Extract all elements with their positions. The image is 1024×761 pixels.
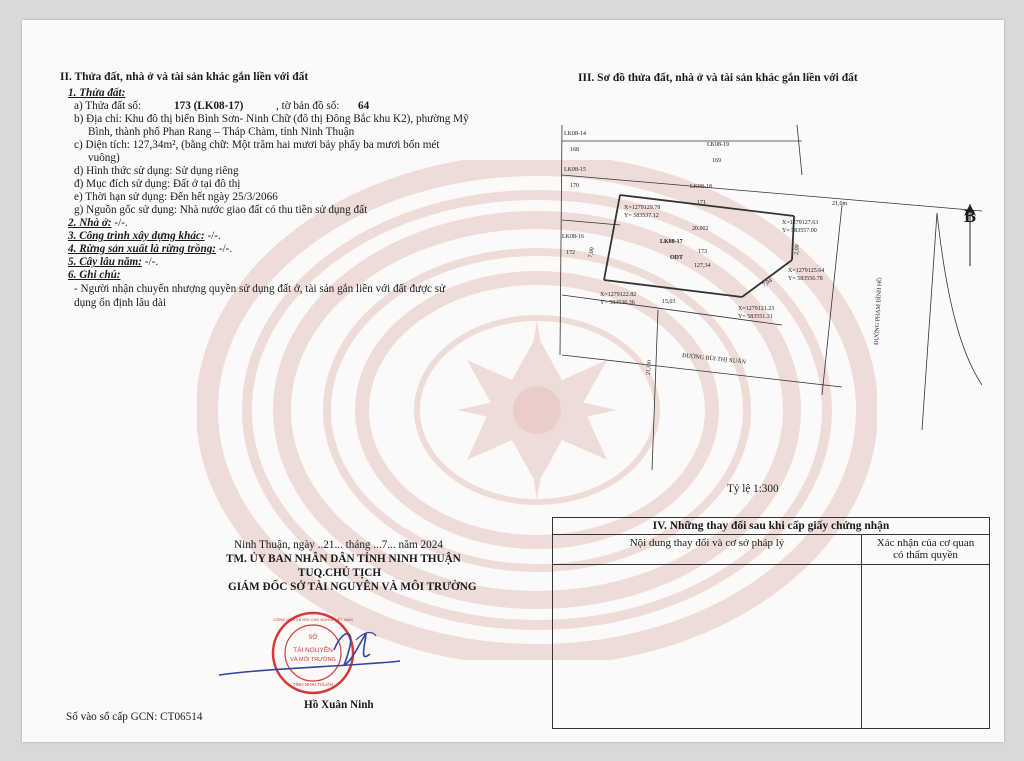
- usage-purpose: đ) Mục đích sử dụng: Đất ở tại đô thị: [74, 178, 241, 190]
- changes-col-content: Nội dung thay đổi và cơ sở pháp lý: [553, 535, 862, 565]
- lot-16-label: LK08-16: [562, 234, 584, 240]
- dim-left: 7,00: [588, 246, 596, 259]
- dim-bottom: 15,03: [662, 299, 676, 305]
- coord-p5-x: X=1279122.82: [600, 292, 637, 298]
- house-row: [68, 217, 128, 230]
- section-ii-title: II. Thửa đất, nhà ở và tài sản khác gắn liền với đất: [60, 71, 309, 83]
- construction-value: -/-.: [207, 230, 221, 242]
- signing-org: TM. ỦY BAN NHÂN DÂN TỈNH NINH THUẬN: [226, 553, 461, 565]
- usage-term: e) Thời hạn sử dụng: Đến hết ngày 25/3/2066: [74, 191, 278, 203]
- coord-p2-y: Y= 583557.00: [782, 228, 817, 234]
- road-bui-thi-xuan: ĐƯỜNG BÙI THỊ XUÂN: [681, 353, 747, 366]
- perennial-value: -/-.: [144, 256, 159, 268]
- main-lot-label: LK08-17: [660, 239, 683, 245]
- register-value: CT06514: [160, 711, 203, 723]
- dim-top: 20.002: [692, 226, 709, 232]
- note-line-2: dụng ổn định lâu dài: [74, 297, 166, 309]
- usage-form: d) Hình thức sử dụng: Sử dụng riêng: [74, 165, 239, 177]
- register-label: Số vào sổ cấp GCN:: [66, 711, 158, 723]
- stamp-top-text: SỞ: [308, 635, 318, 641]
- coord-p3-x: X=1279125.64: [788, 268, 825, 274]
- house-value: -/-.: [114, 217, 128, 229]
- changes-confirm-cell: [862, 565, 990, 729]
- lot-19-number: 169: [712, 158, 721, 164]
- section-iii-title: III. Sơ đồ thửa đất, nhà ở và tài sản khác gắn liền với đất: [578, 72, 858, 84]
- dim-diag: 7,04: [761, 277, 774, 289]
- coord-p3-y: Y= 583556.78: [788, 276, 823, 282]
- lot-16-number: 172: [566, 250, 575, 256]
- lot-15-label: LK08-15: [564, 167, 586, 173]
- lot-15-number: 170: [570, 183, 579, 189]
- certificate-page: [22, 20, 1004, 742]
- address-line-2: Bình, thành phố Phan Rang – Tháp Chàm, tỉnh Ninh Thuận: [88, 126, 355, 138]
- main-lot-number: 173: [698, 249, 707, 255]
- construction-heading: 3. Công trình xây dựng khác:: [68, 230, 205, 242]
- coord-p5-y: Y= 583536.36: [600, 300, 635, 306]
- stamp-bottom-text: TỈNH NINH THUẬN: [292, 682, 334, 687]
- address-line-1: b) Địa chỉ: Khu đô thị biển Bình Sơn- Ninh Chữ (đô thị Đông Bắc khu K2), phường Mỹ: [74, 113, 469, 125]
- lot-14-number: 168: [570, 147, 579, 153]
- handwritten-signature: [214, 620, 404, 700]
- signing-tuq: TUQ.CHỦ TỊCH: [298, 567, 382, 579]
- parcel-edge-diag: [742, 260, 792, 297]
- changes-col-confirm: [862, 535, 990, 565]
- lot-14-label: LK08-14: [564, 131, 586, 137]
- lot-divider-16: [562, 220, 620, 225]
- parcel-number-value: 173 (LK08-17): [174, 100, 244, 112]
- house-heading: 2. Nhà ở:: [68, 217, 112, 229]
- dim-right: 2,00: [794, 244, 801, 256]
- signing-date: Ninh Thuận, ngày ..21... tháng ...7... năm 2024: [234, 539, 443, 551]
- changes-content-cell: [553, 565, 862, 729]
- area-line-1: c) Diện tích: 127,34m², (bằng chữ: Một trăm hai mươi bảy phẩy ba mươi bốn mét: [74, 139, 440, 151]
- road-dimension-line: [652, 310, 658, 470]
- coord-p4-y: Y= 583551.31: [738, 314, 773, 320]
- signer-name: Hồ Xuân Ninh: [304, 699, 374, 711]
- stamp-mid-text-1: TÀI NGUYÊN: [293, 647, 333, 654]
- changes-col-confirm-line2: có thẩm quyền: [893, 549, 958, 561]
- lot-boundary-west: [560, 125, 562, 355]
- usage-origin: g) Nguồn gốc sử dụng: Nhà nước giao đất có thu tiền sử dụng đất: [74, 204, 368, 216]
- area-line-2: vuông): [88, 152, 120, 164]
- changes-title: IV. Những thay đổi sau khi cấp giấy chứng nhận: [553, 518, 990, 535]
- forest-row: [68, 243, 232, 256]
- register-row: [66, 711, 202, 724]
- parcel-heading: 1. Thửa đất:: [68, 87, 126, 99]
- road-edge-east-2: [922, 213, 937, 430]
- main-lot-use: ODT: [670, 255, 684, 261]
- map-sheet-value: 64: [358, 100, 370, 112]
- coord-p1-y: Y= 583537.12: [624, 213, 659, 219]
- coord-p2-x: X=1279127.63: [782, 220, 819, 226]
- map-scale: Tỷ lệ 1:300: [727, 483, 779, 495]
- construction-row: [68, 230, 221, 243]
- parcel-number-label: a) Thửa đất số:: [74, 100, 142, 112]
- road-width-left: 21,0m: [646, 359, 653, 376]
- lot-18-number: 171: [697, 200, 706, 206]
- perennial-heading: 5. Cây lâu năm:: [68, 256, 142, 268]
- lot-19-label: LK08-19: [707, 142, 729, 148]
- notes-heading: 6. Ghi chú:: [68, 269, 121, 281]
- parcel-edge-left: [604, 195, 620, 280]
- signing-title: GIÁM ĐỐC SỞ TÀI NGUYÊN VÀ MÔI TRƯỜNG: [228, 581, 477, 593]
- lot-boundary-upper-right: [797, 125, 802, 175]
- coord-p1-x: X=1279129.78: [624, 205, 661, 211]
- forest-value: -/-.: [218, 243, 233, 255]
- road-edge-east-1: [822, 205, 842, 395]
- stamp-ring-text: CỘNG HÒA XÃ HỘI CHỦ NGHĨA VIỆT NAM: [273, 617, 353, 622]
- perennial-row: [68, 256, 158, 269]
- road-width-top: 21,0m: [832, 201, 848, 207]
- map-sheet-label: , tờ bản đồ số:: [276, 100, 340, 112]
- main-lot-area: 127,34: [694, 263, 711, 269]
- stamp-mid-text-2: VÀ MÔI TRƯỜNG: [290, 657, 336, 663]
- changes-col-confirm-line1: Xác nhận của cơ quan: [876, 537, 975, 549]
- changes-table: [552, 517, 990, 729]
- lot-18-label: LK08-18: [690, 184, 712, 190]
- parcel-map: [542, 125, 982, 490]
- coord-p4-x: X=1279121.23: [738, 306, 775, 312]
- forest-heading: 4. Rừng sản xuất là rừng trồng:: [68, 243, 217, 255]
- north-label: B: [964, 206, 977, 226]
- road-pham-dinh-ho: ĐƯỜNG PHẠM ĐÌNH HỒ: [874, 277, 884, 346]
- note-line-1: - Người nhận chuyển nhượng quyền sử dụng đất ở, tài sản gắn liền với đất được sử: [74, 283, 446, 295]
